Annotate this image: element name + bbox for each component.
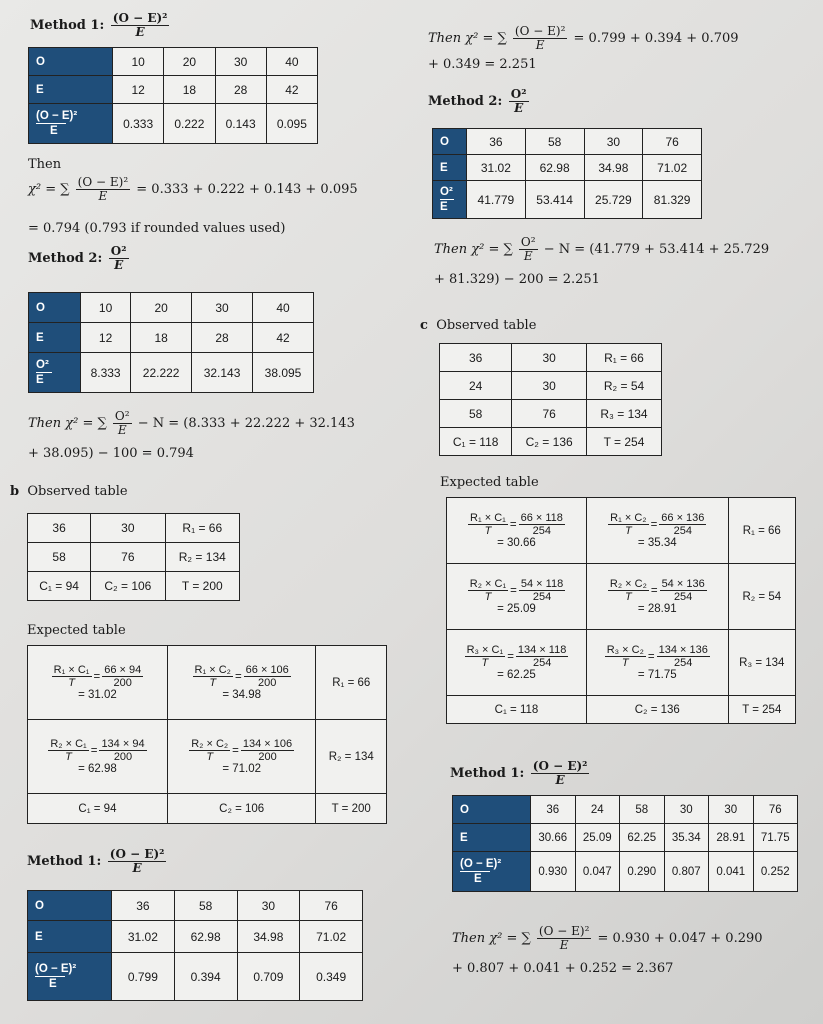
frac-num: 66 × 118 — [520, 512, 563, 524]
frac-num: R₁ × C₁ — [53, 664, 90, 676]
exp-cell: $\frac{\text{R₂ × C₁}}{T}$ = $\frac{134 \times 94}{200}$ = 62.98 — [28, 720, 168, 794]
cell: 30 — [512, 372, 587, 400]
fraction-denominator: E — [117, 423, 127, 437]
formula-rhs: = 0.333 + 0.222 + 0.143 + 0.095 — [136, 182, 358, 197]
cell: 0.222 — [164, 104, 215, 144]
frac-den: T — [624, 525, 632, 537]
fraction — [509, 88, 529, 115]
fraction-numerator: (O − E)² — [109, 847, 165, 861]
cell: R₁ = 66 — [165, 514, 239, 543]
frac-den: T — [484, 525, 492, 537]
row-head-ratio — [28, 953, 112, 1001]
cell: 76 — [753, 796, 798, 824]
fraction-numerator: (O − E)² — [532, 759, 588, 773]
cell: 0.349 — [300, 953, 363, 1001]
cell: 40 — [266, 48, 317, 76]
fraction — [76, 176, 130, 203]
frac-den: 200 — [113, 677, 132, 689]
method1-label: Method 1: — [30, 18, 105, 33]
frac-den: T — [624, 591, 632, 603]
cell: 36 — [440, 344, 512, 372]
chi-symbol: Then χ² = ∑ — [28, 416, 107, 431]
cell: 8.333 — [81, 353, 131, 393]
cell: 58 — [28, 543, 91, 572]
formula-rhs: − N = (41.779 + 53.414 + 25.729 — [543, 242, 770, 257]
exp-result: = 31.02 — [78, 689, 117, 701]
method2-heading — [28, 245, 131, 272]
fraction — [113, 410, 132, 437]
exp-result: = 25.09 — [497, 603, 536, 615]
fraction-denominator: E — [114, 258, 124, 272]
cell: 30 — [192, 293, 253, 323]
cell: 76 — [643, 129, 702, 155]
cell: 42 — [253, 323, 314, 353]
chi-square-formula-1 — [28, 176, 358, 203]
cell: 76 — [512, 400, 587, 428]
observed-table-b — [27, 513, 240, 601]
cell: T = 254 — [586, 428, 661, 456]
cell: 18 — [164, 76, 215, 104]
cell: 30 — [584, 129, 643, 155]
table-method2-a — [28, 292, 314, 393]
cell: R₂ = 54 — [586, 372, 661, 400]
cell: 0.041 — [709, 852, 754, 892]
row-head-o: O — [29, 48, 113, 76]
fraction-numerator: (O − E)² — [514, 24, 566, 38]
frac-den: 200 — [258, 677, 277, 689]
cell: 12 — [81, 323, 131, 353]
cell: 30 — [91, 514, 165, 543]
head-numerator: (O − E)² — [36, 110, 78, 122]
cell: 35.34 — [664, 824, 709, 852]
cell: 28 — [215, 76, 266, 104]
frac-num: R₂ × C₂ — [191, 738, 229, 750]
method-label: Method 1: — [27, 854, 102, 869]
frac-den: T — [68, 677, 75, 689]
exp-cell: $\frac{\text{R₁ × C₁}}{T}$ = $\frac{66 \times 94}{200}$ = 31.02 — [28, 646, 168, 720]
exp-result: = 35.34 — [637, 537, 677, 549]
row-head-e: E — [28, 921, 112, 953]
cell: 36 — [112, 891, 175, 921]
cell: 10 — [81, 293, 131, 323]
exp-cell: $\frac{\text{R₃ × C₂}}{T}$ = $\frac{134 \times 136}{254}$ = 71.75 — [586, 630, 728, 696]
cell: 12 — [113, 76, 164, 104]
row-total: R₂ = 134 — [316, 720, 387, 794]
cell: 58 — [440, 400, 512, 428]
cell: 25.09 — [575, 824, 620, 852]
row-head-e: E — [453, 824, 531, 852]
frac-num: 134 × 118 — [517, 644, 567, 656]
fraction-denominator: E — [535, 38, 545, 52]
frac-num: 66 × 106 — [245, 664, 289, 676]
row-head-ratio — [453, 852, 531, 892]
formula-rhs: = 0.799 + 0.394 + 0.709 — [573, 31, 739, 46]
cell: 30 — [664, 796, 709, 824]
cell: 36 — [467, 129, 526, 155]
cell: 0.290 — [620, 852, 665, 892]
method1-fraction — [111, 12, 170, 39]
row-total: R₃ = 134 — [728, 630, 795, 696]
cell: 62.98 — [525, 155, 584, 181]
chi-symbol: Then χ² = ∑ — [428, 31, 507, 46]
fraction-numerator: O² — [510, 87, 527, 101]
head-numerator: O² — [440, 186, 453, 198]
head-denominator: E — [36, 372, 52, 387]
cell: 20 — [131, 293, 192, 323]
part-b-heading — [10, 484, 128, 499]
head-denominator: E — [460, 871, 490, 886]
fraction-numerator: (O − E)² — [538, 924, 590, 938]
cell: 41.779 — [467, 181, 526, 219]
exp-result: = 62.25 — [497, 669, 536, 681]
exp-result: = 71.75 — [637, 669, 677, 681]
fraction — [513, 25, 567, 52]
method2-heading-right — [428, 88, 531, 115]
cell: 31.02 — [467, 155, 526, 181]
method-label: Method 1: — [450, 766, 525, 781]
cell: 25.729 — [584, 181, 643, 219]
exp-result: = 34.98 — [222, 689, 262, 701]
frac-den: 254 — [532, 525, 551, 537]
fraction-denominator: E — [559, 938, 569, 952]
frac-num: 54 × 136 — [661, 578, 705, 590]
fraction-numerator: O² — [114, 409, 130, 423]
row-head-e: E — [29, 323, 81, 353]
fraction-denominator: E — [132, 861, 142, 875]
cell: 62.98 — [174, 921, 237, 953]
chi-square-formula-5 — [452, 925, 763, 952]
cell: 40 — [253, 293, 314, 323]
expected-title-c: Expected table — [440, 475, 539, 490]
cell: 58 — [174, 891, 237, 921]
chi-result-2: + 38.095) − 100 = 0.794 — [28, 446, 194, 461]
chi-square-formula-2 — [28, 410, 355, 437]
cell: 32.143 — [192, 353, 253, 393]
fraction-denominator: E — [135, 25, 145, 39]
chi-result-1: = 0.794 (0.793 if rounded values used) — [28, 221, 286, 236]
frac-num: R₂ × C₂ — [609, 578, 647, 590]
head-denominator: E — [36, 123, 66, 138]
frac-num: R₃ × C₂ — [606, 644, 644, 656]
part-label: b — [10, 484, 20, 499]
fraction-denominator: E — [514, 101, 524, 115]
cell: 0.799 — [112, 953, 175, 1001]
row-head-ratio — [29, 104, 113, 144]
row-head-ratio — [29, 353, 81, 393]
table-method1-a — [28, 47, 318, 144]
cell: T = 200 — [165, 572, 239, 601]
frac-num: R₂ × C₁ — [50, 738, 87, 750]
chi-symbol: Then χ² = ∑ — [434, 242, 513, 257]
fraction-denominator: E — [555, 773, 565, 787]
method1-heading-right — [450, 760, 591, 787]
head-denominator: E — [35, 976, 65, 991]
frac-num: R₁ × C₂ — [194, 664, 231, 676]
row-head-o: O — [433, 129, 467, 155]
cell: 30 — [709, 796, 754, 824]
frac-num: 134 × 94 — [101, 738, 145, 750]
cell: 34.98 — [584, 155, 643, 181]
cell: 30 — [215, 48, 266, 76]
cell: 20 — [164, 48, 215, 76]
cell: 0.930 — [531, 852, 576, 892]
cell: 0.333 — [113, 104, 164, 144]
fraction-numerator: O² — [520, 235, 536, 249]
frac-num: 54 × 118 — [520, 578, 564, 590]
cell: 71.02 — [643, 155, 702, 181]
formula-rhs: − N = (8.333 + 22.222 + 32.143 — [137, 416, 355, 431]
row-total: R₁ = 66 — [316, 646, 387, 720]
row-head-o: O — [453, 796, 531, 824]
cell: 71.75 — [753, 824, 798, 852]
observed-table-c — [439, 343, 662, 456]
exp-result: = 28.91 — [637, 603, 677, 615]
cell: 24 — [440, 372, 512, 400]
cell: 53.414 — [525, 181, 584, 219]
chi-symbol: Then χ² = ∑ — [452, 931, 531, 946]
frac-den: 254 — [674, 657, 693, 669]
cell: 36 — [531, 796, 576, 824]
chi-result-3: + 0.349 = 2.251 — [428, 57, 537, 72]
table-method1-c — [452, 795, 798, 892]
part-title: Observed table — [436, 318, 537, 333]
cell: 0.709 — [237, 953, 300, 1001]
cell: 62.25 — [620, 824, 665, 852]
exp-cell: $\frac{\text{R₁ × C₂}}{T}$ = $\frac{66 \times 106}{200}$ = 34.98 — [167, 646, 316, 720]
cell: 22.222 — [131, 353, 192, 393]
fraction — [109, 245, 129, 272]
cell: 10 — [113, 48, 164, 76]
row-head-o: O — [29, 293, 81, 323]
row-head-e: E — [433, 155, 467, 181]
fraction — [537, 925, 591, 952]
exp-cell: $\frac{\text{R₂ × C₁}}{T}$ = $\frac{54 \times 118}{254}$ = 25.09 — [447, 564, 587, 630]
row-total: R₁ = 66 — [728, 498, 795, 564]
frac-num: 134 × 106 — [242, 738, 293, 750]
fraction-numerator: O² — [110, 244, 127, 258]
cell: 30 — [512, 344, 587, 372]
cell: 0.047 — [575, 852, 620, 892]
cell: 30.66 — [531, 824, 576, 852]
frac-den: 254 — [532, 657, 552, 669]
exp-result: = 62.98 — [78, 763, 117, 775]
frac-den: T — [206, 751, 214, 763]
col-total: C₁ = 94 — [28, 794, 168, 824]
fraction — [531, 760, 590, 787]
fraction — [108, 848, 167, 875]
fraction-numerator: (O − E)² — [112, 11, 168, 25]
frac-num: R₃ × C₁ — [466, 644, 504, 656]
cell: C₁ = 118 — [440, 428, 512, 456]
row-head-o: O — [28, 891, 112, 921]
method1-heading — [30, 12, 171, 39]
expected-table-c — [446, 497, 796, 724]
grand-total: T = 200 — [316, 794, 387, 824]
cell: C₂ = 106 — [91, 572, 165, 601]
exp-cell: $\frac{\text{R₂ × C₂}}{T}$ = $\frac{134 \times 106}{200}$ = 71.02 — [167, 720, 316, 794]
chi-result-4: + 81.329) − 200 = 2.251 — [434, 272, 600, 287]
method1b-heading — [27, 848, 168, 875]
exp-cell: $\frac{\text{R₁ × C₁}}{T}$ = $\frac{66 \times 118}{254}$ = 30.66 — [447, 498, 587, 564]
chi-result-5: + 0.807 + 0.041 + 0.252 = 2.367 — [452, 961, 674, 976]
cell: 58 — [525, 129, 584, 155]
cell: 28.91 — [709, 824, 754, 852]
frac-num: 66 × 94 — [104, 664, 142, 676]
row-head-ratio — [433, 181, 467, 219]
method-label: Method 2: — [428, 94, 503, 109]
frac-den: T — [209, 677, 217, 689]
formula-rhs: = 0.930 + 0.047 + 0.290 — [597, 931, 763, 946]
head-numerator: (O − E)² — [460, 858, 502, 870]
row-total: R₂ = 54 — [728, 564, 795, 630]
cell: 38.095 — [253, 353, 314, 393]
exp-cell: $\frac{\text{R₁ × C₂}}{T}$ = $\frac{66 \times 136}{254}$ = 35.34 — [586, 498, 728, 564]
frac-den: T — [484, 591, 492, 603]
chi-symbol: χ² = ∑ — [28, 182, 70, 197]
expected-table-b — [27, 645, 387, 824]
frac-den: 200 — [113, 751, 133, 763]
then-label: Then — [28, 157, 62, 172]
frac-num: 134 × 136 — [658, 644, 708, 656]
cell: 18 — [131, 323, 192, 353]
exp-result: = 30.66 — [497, 537, 536, 549]
chi-square-formula-4 — [434, 236, 769, 263]
cell: 36 — [28, 514, 91, 543]
cell: 31.02 — [112, 921, 175, 953]
col-total: C₂ = 106 — [167, 794, 316, 824]
frac-num: R₁ × C₁ — [470, 512, 506, 524]
col-total: C₂ = 136 — [586, 696, 728, 724]
cell: 58 — [620, 796, 665, 824]
row-head-e: E — [29, 76, 113, 104]
cell: C₂ = 136 — [512, 428, 587, 456]
frac-num: 66 × 136 — [661, 512, 705, 524]
frac-den: 254 — [532, 591, 552, 603]
cell: 24 — [575, 796, 620, 824]
cell: 0.394 — [174, 953, 237, 1001]
chi-square-formula-3 — [428, 25, 739, 52]
part-title: Observed table — [27, 484, 128, 499]
exp-cell: $\frac{\text{R₃ × C₁}}{T}$ = $\frac{134 \times 118}{254}$ = 62.25 — [447, 630, 587, 696]
method2-label: Method 2: — [28, 251, 103, 266]
cell: 76 — [300, 891, 363, 921]
frac-num: R₂ × C₁ — [469, 578, 507, 590]
table-method2-b — [432, 128, 702, 219]
grand-total: T = 254 — [728, 696, 795, 724]
fraction-denominator: E — [98, 189, 108, 203]
fraction-denominator: E — [523, 249, 533, 263]
col-total: C₁ = 118 — [447, 696, 587, 724]
cell: 30 — [237, 891, 300, 921]
frac-den: 200 — [258, 751, 277, 763]
frac-num: R₁ × C₂ — [610, 512, 647, 524]
cell: 42 — [266, 76, 317, 104]
cell: 71.02 — [300, 921, 363, 953]
cell: 34.98 — [237, 921, 300, 953]
frac-den: T — [65, 751, 72, 763]
cell: 0.095 — [266, 104, 317, 144]
exp-result: = 71.02 — [222, 763, 262, 775]
cell: 0.143 — [215, 104, 266, 144]
head-numerator: O² — [36, 359, 49, 371]
cell: R₃ = 134 — [586, 400, 661, 428]
frac-den: 254 — [673, 525, 693, 537]
head-numerator: (O − E)² — [35, 963, 77, 975]
fraction-numerator: (O − E)² — [77, 175, 129, 189]
cell: 0.252 — [753, 852, 798, 892]
part-c-heading — [420, 318, 536, 333]
frac-den: 254 — [673, 591, 693, 603]
cell: 76 — [91, 543, 165, 572]
part-label: c — [420, 318, 428, 333]
cell: 28 — [192, 323, 253, 353]
cell: R₂ = 134 — [165, 543, 239, 572]
cell: C₁ = 94 — [28, 572, 91, 601]
frac-den: T — [481, 657, 489, 669]
cell: 81.329 — [643, 181, 702, 219]
expected-title-b: Expected table — [27, 623, 126, 638]
head-denominator: E — [440, 199, 454, 214]
cell: R₁ = 66 — [586, 344, 661, 372]
cell: 0.807 — [664, 852, 709, 892]
table-method1-b — [27, 890, 363, 1001]
fraction — [519, 236, 538, 263]
exp-cell: $\frac{\text{R₂ × C₂}}{T}$ = $\frac{54 \times 136}{254}$ = 28.91 — [586, 564, 728, 630]
frac-den: T — [621, 657, 629, 669]
